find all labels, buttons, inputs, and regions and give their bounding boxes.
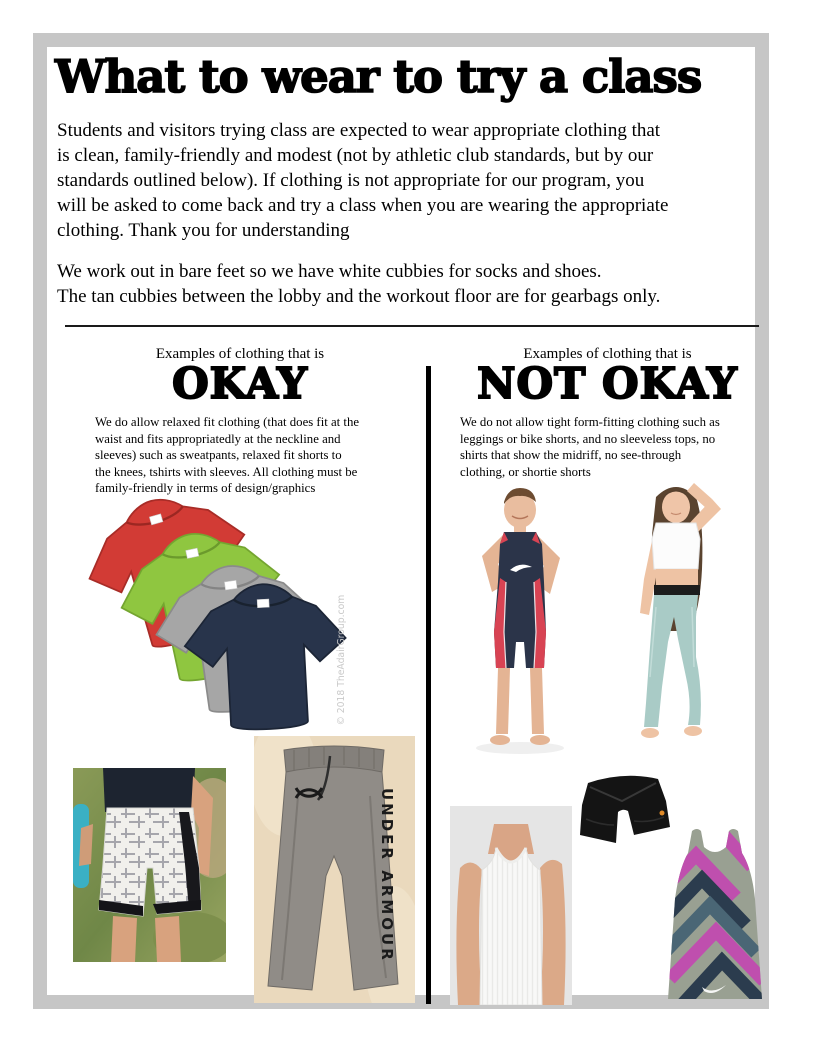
intro-paragraph	[57, 118, 668, 243]
okay-eyebrow: Examples of clothing that is	[155, 346, 325, 362]
cubbies-note	[57, 259, 660, 309]
intro-line: standards outlined below). If clothing is not appropriate for our program, you	[57, 170, 645, 191]
black-shorts-photo	[572, 767, 674, 856]
intro-line: is clean, family-friendly and modest (not by athletic club standards, but by our	[57, 145, 654, 166]
not-okay-body	[460, 414, 720, 480]
horizontal-divider	[65, 325, 759, 327]
not-okay-column-header	[450, 346, 765, 408]
okay-heading: OKAY	[172, 359, 308, 408]
sweatpants-photo	[254, 736, 415, 1003]
okay-line: sleeves) such as sweatpants, relaxed fit shorts to	[95, 448, 342, 462]
okay-line: the knees, tshirts with sleeves. All clothing must be	[95, 464, 358, 479]
okay-line: waist and fits appropriatedly at the neckline and	[95, 431, 341, 446]
plaid-shorts-photo	[73, 768, 226, 962]
intro-line: clothing. Thank you for understanding	[57, 220, 350, 241]
not-okay-line: clothing, or shortie shorts	[460, 464, 591, 479]
photo-watermark: © 2018 TheAdairGroup.com	[335, 594, 348, 726]
not-okay-heading: NOT OKAY	[477, 359, 738, 408]
not-okay-line: leggings or bike shorts, and no sleeveless tops, no	[460, 431, 716, 446]
singlet-boy-photo	[448, 482, 588, 756]
white-tank-photo	[450, 806, 572, 1005]
page-title: What to wear to try a class	[55, 50, 702, 103]
cubbies-line: We work out in bare feet so we have white cubbies for socks and shoes.	[57, 261, 602, 282]
okay-line: family-friendly in terms of design/graphics	[95, 481, 316, 495]
intro-line: will be asked to come back and try a class when you are wearing the appropriate	[57, 195, 669, 216]
leggings-girl-photo	[588, 477, 768, 755]
okay-column-header	[85, 346, 395, 408]
tshirts-photo	[78, 494, 358, 737]
cubbies-line: The tan cubbies between the lobby and the workout floor are for gearbags only.	[57, 286, 661, 307]
sweatpants-brand-text: UNDER ARMOUR	[378, 788, 396, 963]
not-okay-line: We do not allow tight form-fitting clothing such as	[460, 415, 720, 429]
okay-body	[95, 414, 359, 497]
intro-line: Students and visitors trying class are expected to wear appropriate clothing that	[57, 120, 661, 141]
okay-line: We do allow relaxed fit clothing (that does fit at the	[95, 415, 360, 429]
not-okay-line: shirts that show the midriff, no see-through	[460, 448, 682, 462]
not-okay-eyebrow: Examples of clothing that is	[523, 346, 692, 362]
patterned-tank-photo	[662, 827, 768, 1003]
column-divider	[426, 366, 431, 1004]
shorts-logo-icon	[660, 811, 665, 816]
